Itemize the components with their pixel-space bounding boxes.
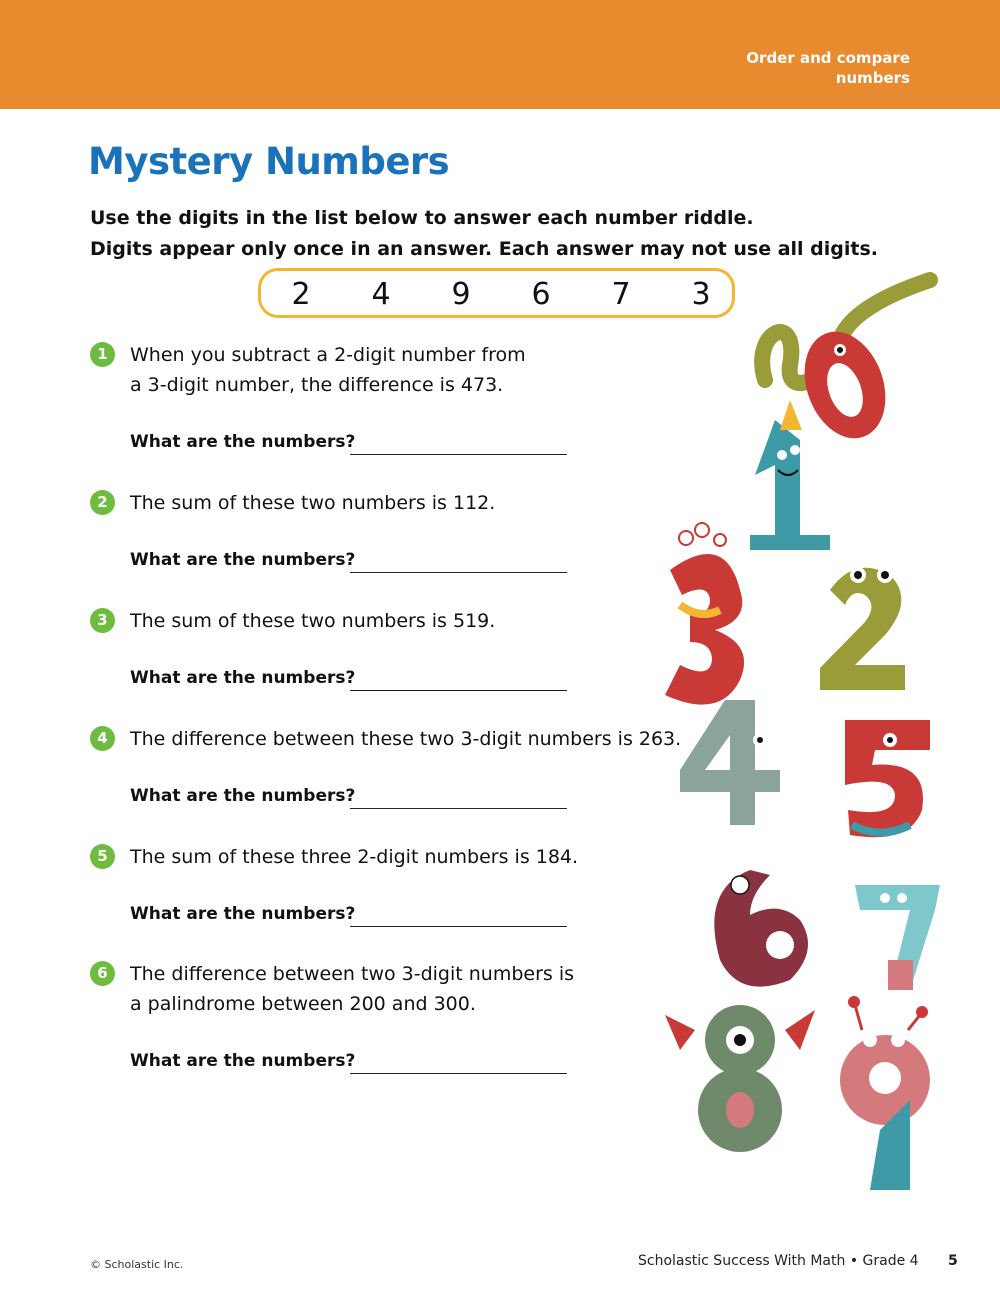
instructions xyxy=(90,203,878,265)
instructions-line2: Digits appear only once in an answer. Each answer may not use all digits. xyxy=(90,238,878,260)
digit: 7 xyxy=(611,277,631,312)
instructions-line1: Use the digits in the list below to answer each number riddle. xyxy=(90,207,754,229)
question-text xyxy=(130,488,495,518)
question-text-line1: The sum of these two numbers is 112. xyxy=(130,492,496,514)
question-number-badge: 3 xyxy=(90,608,115,633)
monster-four-icon xyxy=(680,700,780,825)
header-band xyxy=(0,0,1000,109)
answer-blank[interactable] xyxy=(350,690,567,691)
question-text-line2: a palindrome between 200 and 300. xyxy=(130,993,476,1015)
question-text-line1: When you subtract a 2-digit number from xyxy=(130,344,526,366)
digit: 4 xyxy=(371,277,391,312)
question-text-line1: The sum of these three 2-digit numbers is 184. xyxy=(130,846,579,868)
topic-label-line1: Order and compare xyxy=(746,49,910,67)
digit: 3 xyxy=(691,277,711,312)
answer-prompt: What are the numbers? xyxy=(130,904,356,924)
answer-prompt: What are the numbers? xyxy=(130,786,356,806)
answer-blank[interactable] xyxy=(350,1073,567,1074)
digit: 6 xyxy=(531,277,551,312)
monster-five-icon xyxy=(845,720,930,837)
question-text-line1: The difference between two 3-digit numbers is xyxy=(130,963,575,985)
answer-blank[interactable] xyxy=(350,926,567,927)
question-text xyxy=(130,959,574,1019)
question-text-line2: a 3-digit number, the difference is 473. xyxy=(130,374,504,396)
monster-nine-icon xyxy=(840,996,930,1190)
digit: 9 xyxy=(451,277,471,312)
answer-prompt: What are the numbers? xyxy=(130,668,356,688)
digit: 2 xyxy=(291,277,311,312)
question-number-badge: 2 xyxy=(90,490,115,515)
monster-three-icon xyxy=(665,523,744,705)
page-title: Mystery Numbers xyxy=(88,140,450,183)
question-text xyxy=(130,724,681,754)
answer-prompt: What are the numbers? xyxy=(130,432,356,452)
topic-label-line2: numbers xyxy=(835,69,910,87)
question-number-badge: 1 xyxy=(90,342,115,367)
question-text-line1: The difference between these two 3-digit numbers is 263. xyxy=(130,728,682,750)
monster-eight-icon xyxy=(665,1005,815,1152)
answer-blank[interactable] xyxy=(350,808,567,809)
question-text xyxy=(130,842,578,872)
question-number-badge: 4 xyxy=(90,726,115,751)
number-monsters-illustration xyxy=(640,270,970,1200)
question-text-line1: The sum of these two numbers is 519. xyxy=(130,610,496,632)
copyright: © Scholastic Inc. xyxy=(90,1258,184,1271)
question-number-badge: 5 xyxy=(90,844,115,869)
question-text xyxy=(130,340,526,400)
page-number: 5 xyxy=(948,1253,958,1269)
question-text xyxy=(130,606,495,636)
monster-six-icon xyxy=(714,870,808,987)
monster-zero-icon xyxy=(790,320,899,449)
answer-prompt: What are the numbers? xyxy=(130,1051,356,1071)
monster-one-icon xyxy=(750,400,830,550)
monster-seven-icon xyxy=(855,885,940,990)
book-title: Scholastic Success With Math • Grade 4 xyxy=(638,1253,919,1269)
answer-prompt: What are the numbers? xyxy=(130,550,356,570)
answer-blank[interactable] xyxy=(350,454,567,455)
question-number-badge: 6 xyxy=(90,961,115,986)
answer-blank[interactable] xyxy=(350,572,567,573)
topic-label xyxy=(650,48,910,88)
monster-two-icon xyxy=(820,567,905,690)
